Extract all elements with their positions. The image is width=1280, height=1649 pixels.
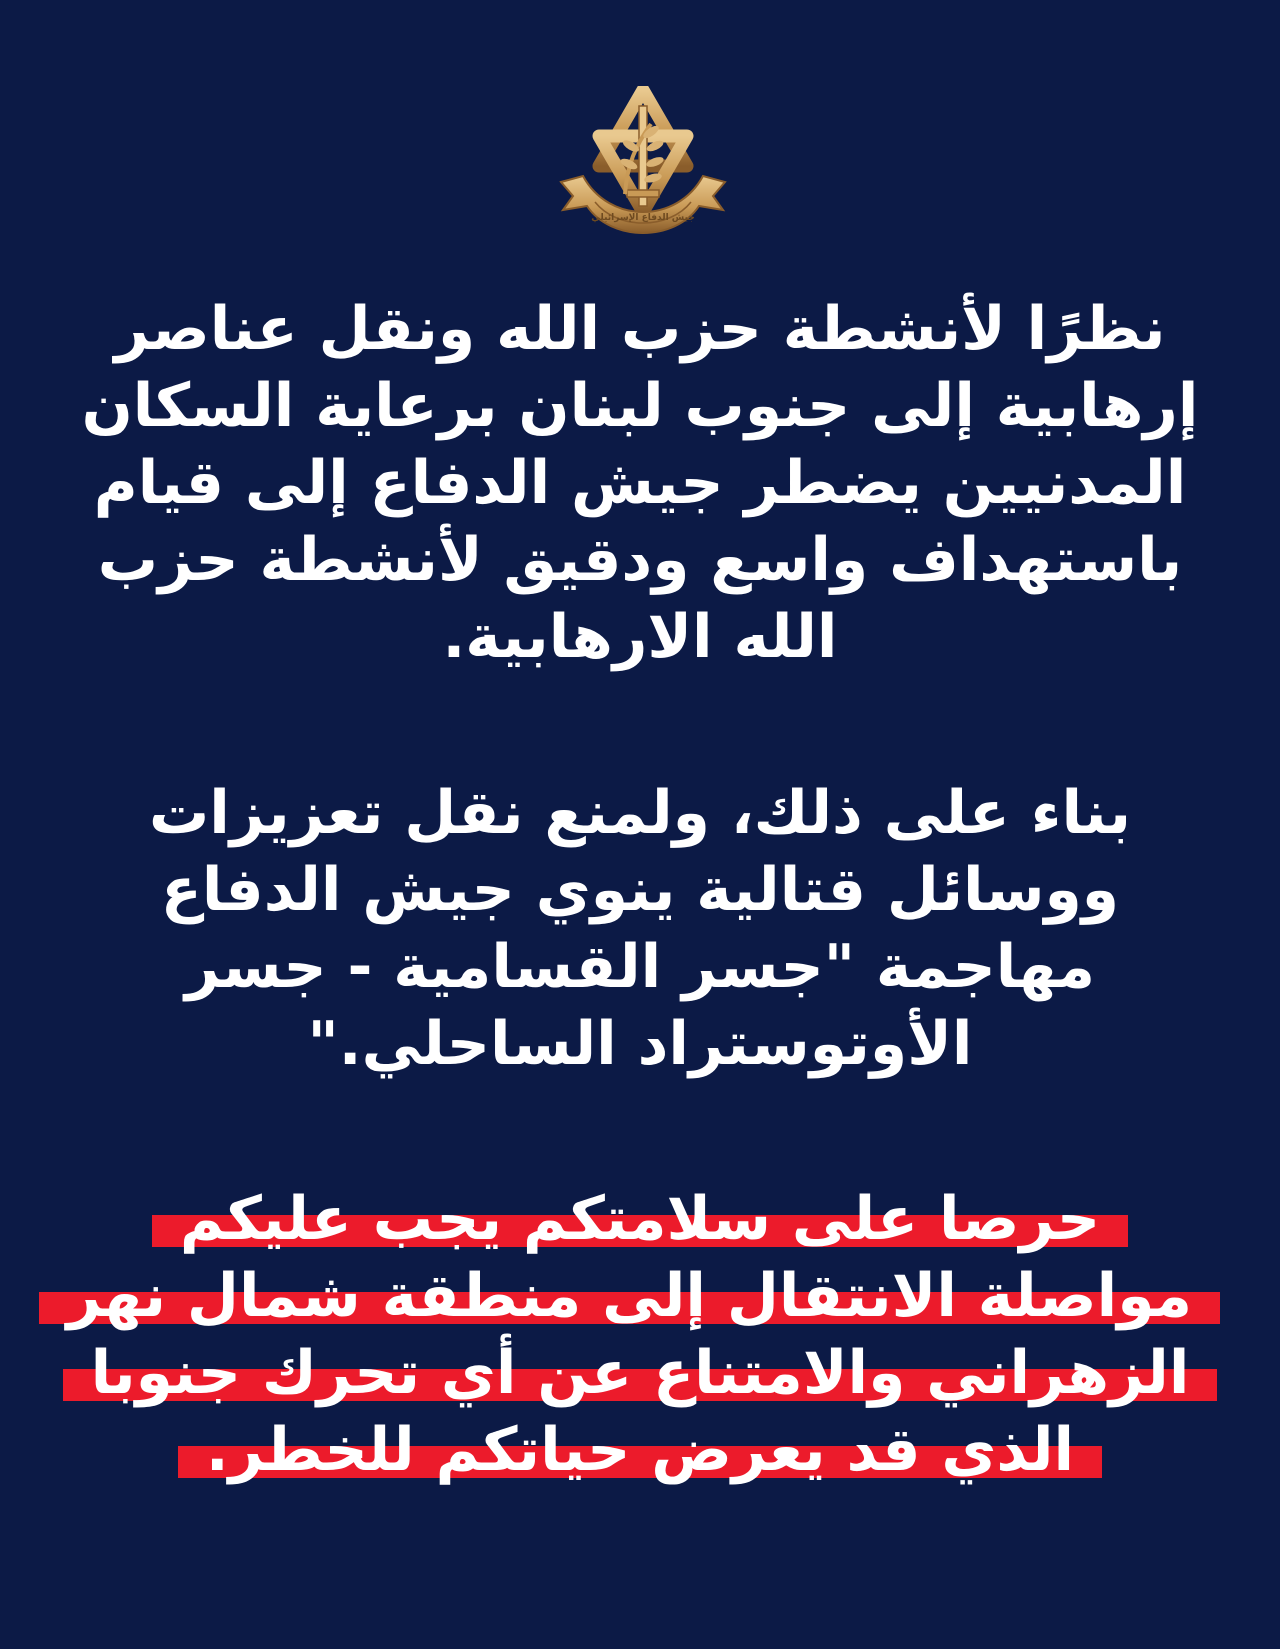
paragraph-line: الأوتوستراد الساحلي." bbox=[307, 1009, 973, 1079]
safety-warning bbox=[60, 1181, 1220, 1489]
paragraph-line: بناء على ذلك، ولمنع نقل تعزيزات bbox=[148, 778, 1132, 848]
paragraph-line: إرهابية إلى جنوب لبنان برعاية السكان bbox=[81, 371, 1199, 441]
paragraph-line: مهاجمة "جسر القسامية - جسر bbox=[185, 932, 1095, 1002]
highlighted-warning-line: حرصا على سلامتكم يجب عليكم bbox=[152, 1181, 1128, 1258]
highlighted-warning-line: الزهراني والامتناع عن أي تحرك جنوبا bbox=[63, 1335, 1218, 1412]
emblem-caption: جيش الدفاع الإسرائيلي bbox=[591, 213, 695, 223]
paragraph-line: المدنيين يضطر جيش الدفاع إلى قيام bbox=[93, 448, 1187, 518]
paragraph-line: باستهداف واسع ودقيق لأنشطة حزب bbox=[97, 525, 1183, 595]
intro-paragraph bbox=[80, 291, 1200, 676]
paragraph-line: الله الارهابية. bbox=[442, 602, 838, 672]
highlighted-warning-line: مواصلة الانتقال إلى منطقة شمال نهر bbox=[39, 1258, 1220, 1335]
attack-notice-paragraph bbox=[80, 775, 1200, 1083]
paragraph-line: نظرًا لأنشطة حزب الله ونقل عناصر bbox=[114, 294, 1166, 364]
paragraph-line: ووسائل قتالية ينوي جيش الدفاع bbox=[160, 855, 1120, 925]
highlighted-warning-line: الذي قد يعرض حياتكم للخطر. bbox=[178, 1412, 1102, 1489]
idf-emblem-icon bbox=[555, 86, 731, 246]
